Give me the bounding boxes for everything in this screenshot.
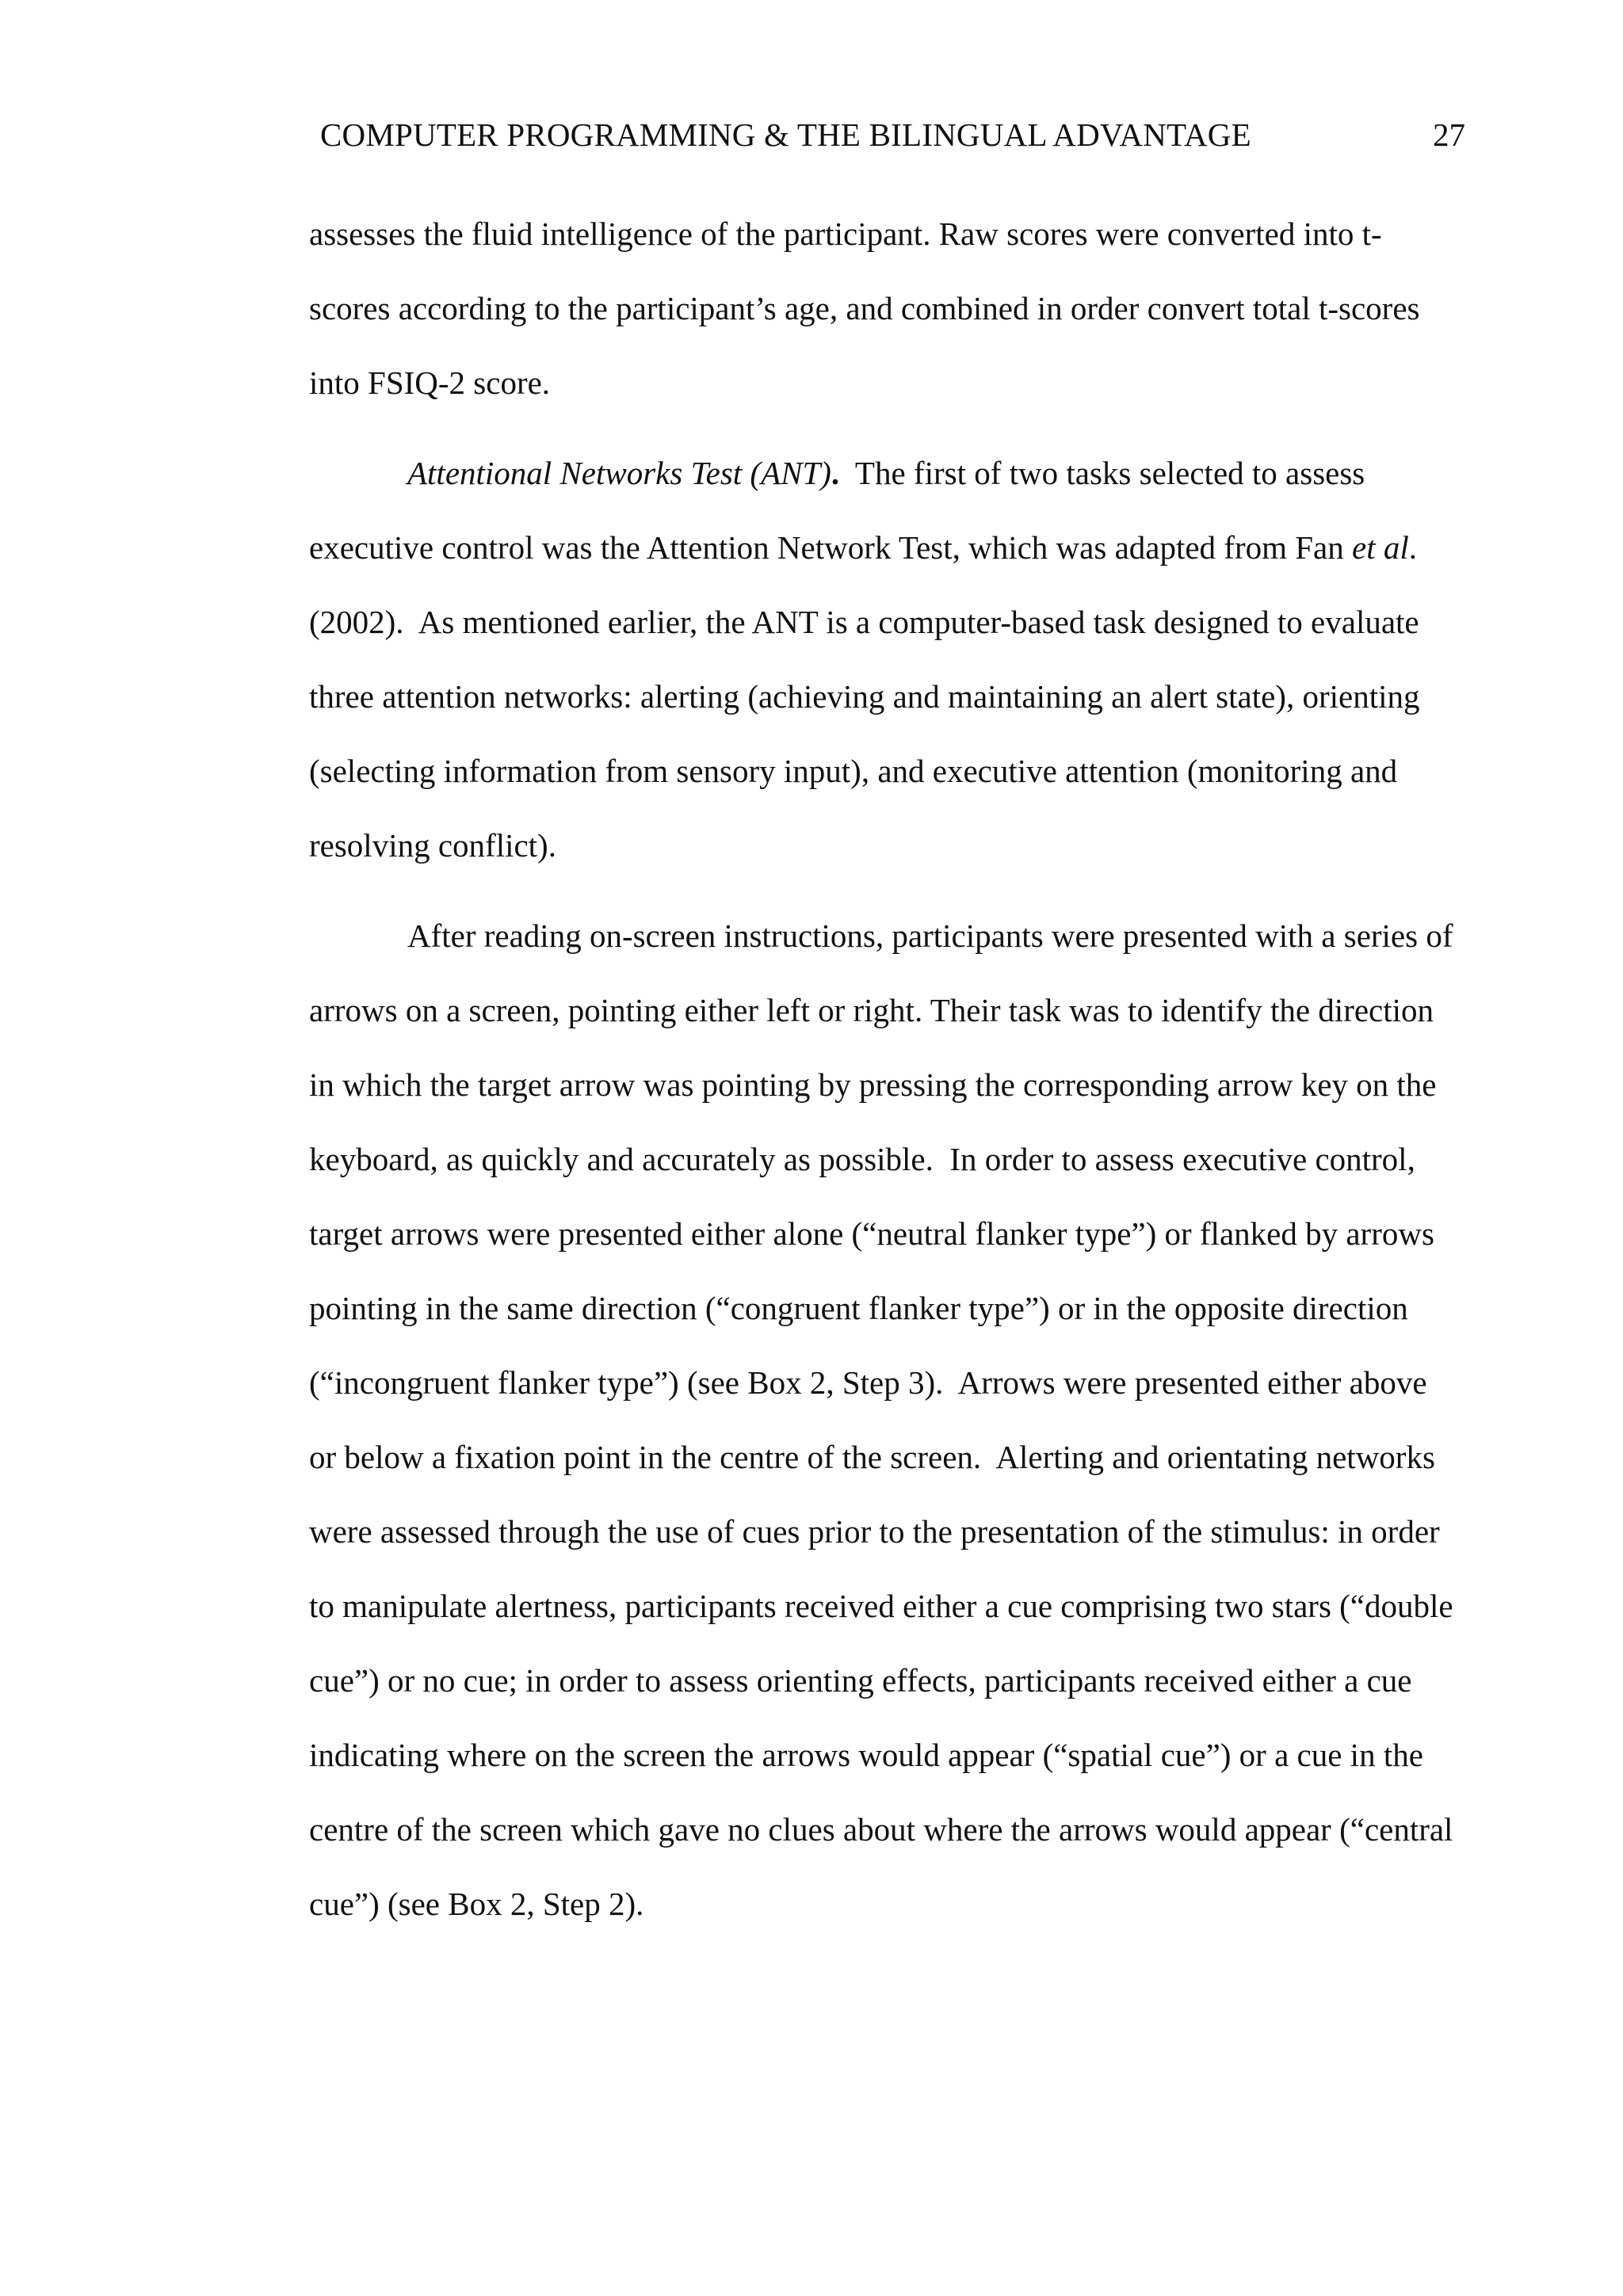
paragraph-3-line-9: were assessed through the use of cues prior to the presentation of the stimulus: in order <box>309 1513 1440 1550</box>
paragraph-3-line-10: to manipulate alertness, participants received either a cue comprising two stars (“double <box>309 1588 1453 1624</box>
paragraph-2-line-6: resolving conflict). <box>309 827 556 864</box>
paragraph-2-line-5: (selecting information from sensory input), and executive attention (monitoring and <box>309 753 1398 789</box>
paragraph-3-line-14: cue”) (see Box 2, Step 2). <box>309 1886 644 1922</box>
paragraph-1-line-2: scores according to the participant’s age, and combined in order convert total t-scores <box>309 290 1420 326</box>
section-heading-ant: Attentional Networks Test (ANT) <box>407 455 831 491</box>
paragraph-2-line-2-text: executive control was the Attention Network Test, which was adapted from Fan <box>309 529 1353 566</box>
paragraph-2-line-4: three attention networks: alerting (achieving and maintaining an alert state), orienting <box>309 678 1420 715</box>
paragraph-3-line-12: indicating where on the screen the arrows would appear (“spatial cue”) or a cue in the <box>309 1737 1423 1773</box>
paragraph-3-line-3: in which the target arrow was pointing by pressing the corresponding arrow key on the <box>309 1066 1437 1103</box>
paragraph-3-line-2: arrows on a screen, pointing either left or right. Their task was to identify the direction <box>309 992 1434 1028</box>
paragraph-2-line-2 <box>309 524 1417 571</box>
paragraph-3-line-11: cue”) or no cue; in order to assess orienting effects, participants received either a cue <box>309 1662 1412 1699</box>
paragraph-3-line-13: centre of the screen which gave no clues about where the arrows would appear (“central <box>309 1811 1453 1848</box>
paragraph-2-line-3: (2002). As mentioned earlier, the ANT is a computer-based task designed to evaluate <box>309 604 1419 640</box>
paragraph-3-line-8: or below a fixation point in the centre of the screen. Alerting and orientating networks <box>309 1439 1435 1475</box>
paragraph-3-line-4: keyboard, as quickly and accurately as possible. In order to assess executive control, <box>309 1141 1415 1177</box>
paragraph-3-line-7: (“incongruent flanker type”) (see Box 2, Step 3). Arrows were presented either above <box>309 1364 1427 1401</box>
paragraph-2-line-1-text: The first of two tasks selected to assess <box>839 455 1365 491</box>
running-head: COMPUTER PROGRAMMING & THE BILINGUAL ADVANTAGE <box>320 116 1251 153</box>
paragraph-3-line-6: pointing in the same direction (“congruent flanker type”) or in the opposite direction <box>309 1290 1408 1326</box>
paragraph-3-line-1: After reading on-screen instructions, participants were presented with a series of <box>407 917 1453 954</box>
page-number: 27 <box>1433 116 1465 153</box>
paragraph-2-line-1 <box>407 449 1365 497</box>
paragraph-1-line-3: into FSIQ-2 score. <box>309 364 551 401</box>
citation-et-al: et al <box>1352 529 1409 566</box>
section-heading-period: . <box>831 455 840 491</box>
paragraph-1-line-1: assesses the fluid intelligence of the participant. Raw scores were converted into t- <box>309 215 1382 252</box>
paragraph-3-line-5: target arrows were presented either alone (“neutral flanker type”) or flanked by arrows <box>309 1215 1434 1252</box>
citation-period: . <box>1408 529 1417 566</box>
